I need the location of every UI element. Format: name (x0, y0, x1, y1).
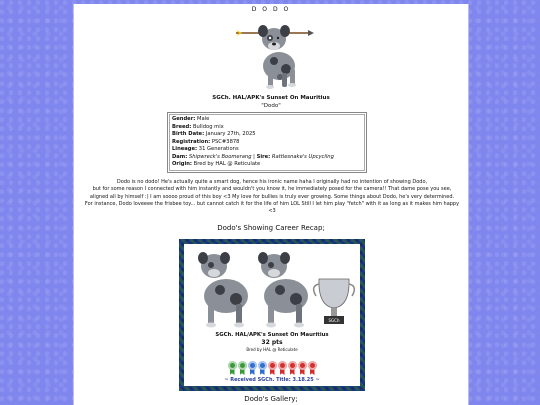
career-photo (184, 244, 360, 330)
career-name: SGCh. HAL/APK's Sunset On Mauritius (215, 332, 329, 338)
career-footer: ~ Received SGCh. Title: 3.18.25 ~ (224, 377, 320, 383)
bio-text: Dodo is no dodo! He's actually quite a smart dog, hence his ironic name haha I originally had no intention of showing Dodo, but for some reason I connected with him instantly and wouldn't you know it, he immediately posed for the camera!! That dame pose you see, aligned all by himself :) I am soooo proud of this boy <3 My love for bullies is truly ever growing. Some things about Dodo, he's very determined. For instance, Dodo loveeee the frisbee toy... but cannot catch it for the life of him LOL Still I let him play "fetch" with it as long as it makes him happy <3 (84, 179, 460, 215)
award-ribbon-icon (288, 361, 297, 375)
sire-link[interactable]: Rattlesnake's Upcycling (271, 153, 334, 160)
registered-name: SGCh. HAL/APK's Sunset On Mauritius (212, 95, 330, 101)
page-title: D O D O (251, 6, 291, 13)
profile-page (73, 4, 469, 405)
info-row-birthdate: Birth Date: January 27th, 2025 (172, 131, 256, 137)
award-ribbon-icon (308, 361, 317, 375)
career-card (179, 239, 365, 391)
dog-photo-1 (198, 252, 248, 328)
arrow-head (308, 30, 314, 36)
info-row-breed: Breed: Bulldog mix (172, 123, 224, 130)
award-ribbon-icon (278, 361, 287, 375)
award-ribbon-icon (248, 361, 257, 375)
dam-link[interactable]: Shipwreck's Boomerang (188, 153, 252, 160)
dog-photo-2 (258, 252, 308, 328)
dog-name-block (74, 94, 468, 110)
award-ribbon-icon (298, 361, 307, 375)
call-name: "Dodo" (261, 103, 281, 109)
trophy-icon (314, 279, 355, 324)
info-row-lineage: Lineage: 31 Generations (172, 146, 239, 152)
award-ribbon-icon (268, 361, 277, 375)
career-bred-by: Bred by HAL @ Reticulate (246, 347, 298, 352)
career-points: 32 pts (261, 339, 283, 346)
gallery-heading: Dodo's Gallery; (244, 395, 298, 403)
info-table (167, 112, 367, 173)
info-row-parents: Dam: Shipwreck's Boomerang | Sire: Rattlesnake's Upcycling (172, 153, 334, 160)
career-card-text (184, 332, 360, 352)
award-ribbon-icon (238, 361, 247, 375)
career-heading: Dodo's Showing Career Recap; (217, 224, 325, 232)
trophy-label: SGCh (328, 318, 340, 323)
award-ribbon-icon (228, 361, 237, 375)
dog-hero-image (234, 21, 314, 91)
info-row-origin: Origin: Bred by HAL @ Reticulate (172, 161, 261, 167)
award-ribbon-icon (258, 361, 267, 375)
info-row-gender: Gender: Male (172, 116, 210, 122)
info-row-registration: Registration: PSC#3878 (172, 138, 240, 145)
